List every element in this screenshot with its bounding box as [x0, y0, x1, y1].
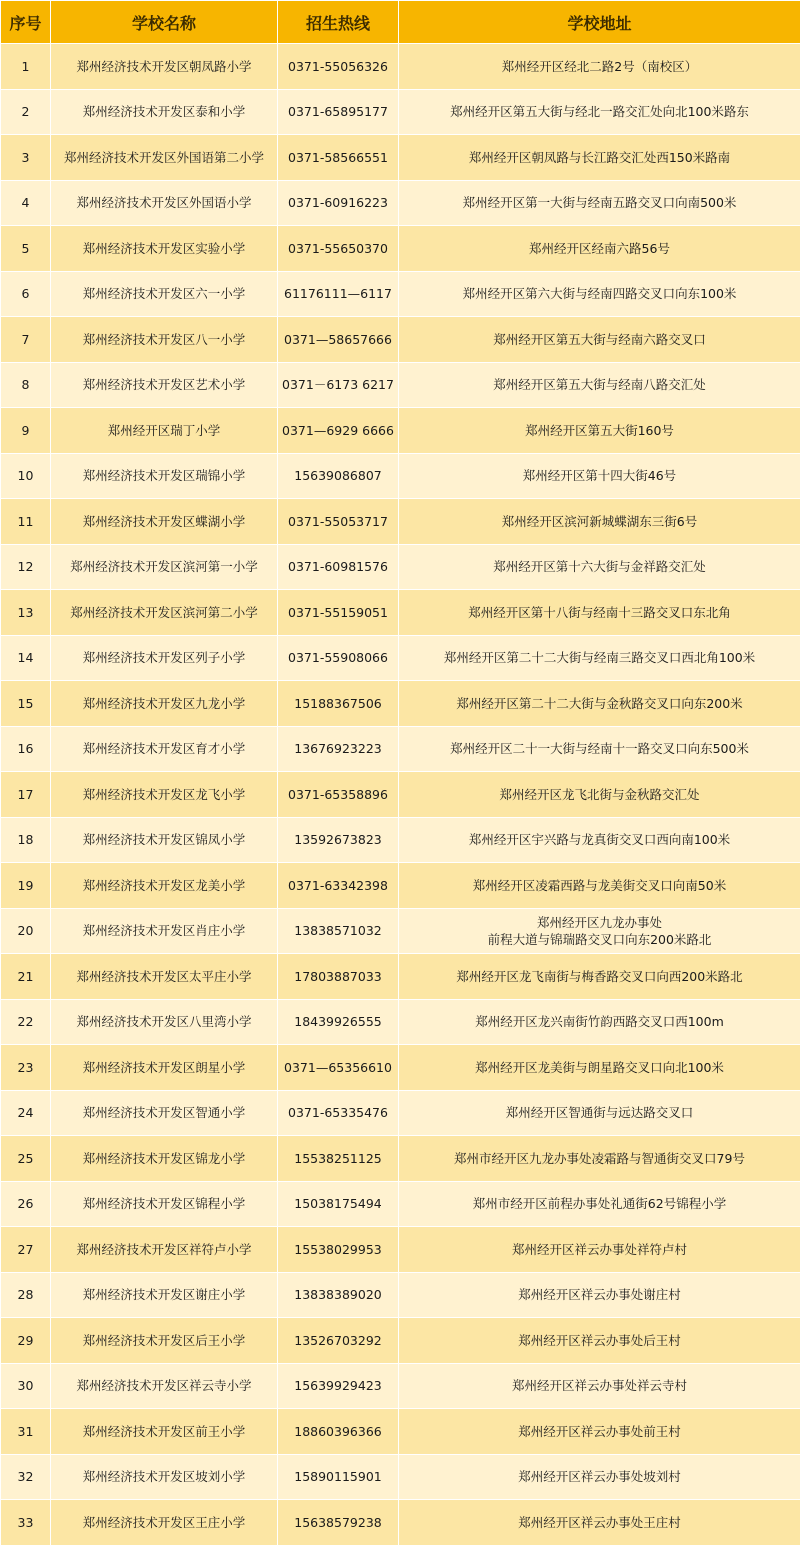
table-body [1, 44, 800, 1546]
cell-school-name: 郑州经济技术开发区智通小学 [51, 1090, 278, 1136]
cell-school-name: 郑州经济技术开发区艺术小学 [51, 362, 278, 408]
address-line: 郑州经开区祥云办事处王庄村 [518, 1514, 681, 1530]
table-row [1, 635, 800, 681]
cell-phone: 0371—6929 6666 [278, 408, 399, 454]
cell-no: 10 [1, 453, 51, 499]
table-row [1, 999, 800, 1045]
cell-no: 21 [1, 954, 51, 1000]
table-row [1, 226, 800, 272]
cell-no: 26 [1, 1181, 51, 1227]
cell-school-name: 郑州经济技术开发区外国语第二小学 [51, 135, 278, 181]
cell-no: 1 [1, 44, 51, 90]
cell-school-name: 郑州经济技术开发区蝶湖小学 [51, 499, 278, 545]
address-line: 郑州经开区祥云办事处谢庄村 [518, 1287, 681, 1303]
table-row [1, 817, 800, 863]
cell-no: 2 [1, 89, 51, 135]
header-no: 序号 [1, 1, 51, 44]
cell-address [399, 180, 800, 226]
cell-school-name: 郑州经济技术开发区锦龙小学 [51, 1136, 278, 1182]
cell-school-name: 郑州经济技术开发区龙飞小学 [51, 772, 278, 818]
cell-address [399, 499, 800, 545]
address-line: 郑州经开区第五大街与经北一路交汇处向北100米路东 [450, 104, 749, 120]
address-line: 郑州经开区第二十二大街与金秋路交叉口向东200米 [456, 695, 743, 711]
cell-phone: 15639086807 [278, 453, 399, 499]
cell-phone: 0371-55908066 [278, 635, 399, 681]
cell-address [399, 863, 800, 909]
cell-address [399, 1227, 800, 1273]
address-line: 郑州经开区滨河新城蝶湖东三街6号 [501, 513, 698, 529]
table-row [1, 499, 800, 545]
cell-school-name: 郑州经济技术开发区肖庄小学 [51, 908, 278, 954]
cell-address [399, 362, 800, 408]
table-row [1, 1090, 800, 1136]
address-line: 郑州经开区朝凤路与长江路交汇处西150米路南 [468, 149, 731, 165]
cell-address [399, 1090, 800, 1136]
cell-address [399, 1272, 800, 1318]
cell-phone: 0371-55056326 [278, 44, 399, 90]
address-line: 前程大道与锦瑞路交叉口向东200米路北 [487, 931, 712, 947]
cell-address [399, 1454, 800, 1500]
cell-phone: 0371-65358896 [278, 772, 399, 818]
cell-school-name: 郑州经济技术开发区王庄小学 [51, 1500, 278, 1546]
cell-phone: 0371-63342398 [278, 863, 399, 909]
cell-no: 16 [1, 726, 51, 772]
table-row [1, 863, 800, 909]
cell-no: 22 [1, 999, 51, 1045]
cell-phone: 0371-58566551 [278, 135, 399, 181]
cell-school-name: 郑州经济技术开发区谢庄小学 [51, 1272, 278, 1318]
cell-phone: 15890115901 [278, 1454, 399, 1500]
table-row [1, 1045, 800, 1091]
cell-school-name: 郑州经济技术开发区龙美小学 [51, 863, 278, 909]
table-row [1, 1409, 800, 1455]
cell-school-name: 郑州经济技术开发区滨河第二小学 [51, 590, 278, 636]
cell-phone: 17803887033 [278, 954, 399, 1000]
cell-no: 29 [1, 1318, 51, 1364]
address-line: 郑州经开区龙美街与朗星路交叉口向北100米 [475, 1059, 724, 1075]
cell-school-name: 郑州经济技术开发区太平庄小学 [51, 954, 278, 1000]
cell-no: 28 [1, 1272, 51, 1318]
table-row [1, 544, 800, 590]
table-row [1, 1363, 800, 1409]
cell-no: 7 [1, 317, 51, 363]
cell-address [399, 908, 800, 954]
cell-address [399, 1045, 800, 1091]
cell-address [399, 1363, 800, 1409]
table-row [1, 1272, 800, 1318]
table-row [1, 180, 800, 226]
cell-school-name: 郑州经济技术开发区实验小学 [51, 226, 278, 272]
cell-no: 5 [1, 226, 51, 272]
address-line: 郑州经开区二十一大街与经南十一路交叉口向东500米 [450, 741, 749, 757]
table-row [1, 954, 800, 1000]
address-line: 郑州经开区凌霜西路与龙美街交叉口向南50米 [472, 877, 727, 893]
cell-address [399, 544, 800, 590]
cell-no: 30 [1, 1363, 51, 1409]
cell-school-name: 郑州经济技术开发区八里湾小学 [51, 999, 278, 1045]
cell-no: 18 [1, 817, 51, 863]
table-row [1, 89, 800, 135]
address-line: 郑州经开区龙兴南街竹韵西路交叉口西100m [475, 1014, 724, 1030]
cell-no: 31 [1, 1409, 51, 1455]
cell-address [399, 1500, 800, 1546]
table-row [1, 317, 800, 363]
table-row [1, 726, 800, 772]
cell-phone: 13676923223 [278, 726, 399, 772]
table-row [1, 1227, 800, 1273]
table-row [1, 453, 800, 499]
address-line: 郑州经开区第一大街与经南五路交叉口向南500米 [462, 195, 737, 211]
cell-school-name: 郑州经济技术开发区朝凤路小学 [51, 44, 278, 90]
cell-phone: 0371-55053717 [278, 499, 399, 545]
cell-phone: 0371-55159051 [278, 590, 399, 636]
cell-no: 12 [1, 544, 51, 590]
cell-school-name: 郑州经开区瑞丁小学 [51, 408, 278, 454]
cell-no: 24 [1, 1090, 51, 1136]
cell-phone: 0371—58657666 [278, 317, 399, 363]
cell-address [399, 408, 800, 454]
address-line: 郑州经开区第十六大街与金祥路交汇处 [493, 559, 706, 575]
cell-no: 13 [1, 590, 51, 636]
cell-no: 25 [1, 1136, 51, 1182]
address-line: 郑州经开区第二十二大街与经南三路交叉口西北角100米 [443, 650, 756, 666]
cell-phone: 13838389020 [278, 1272, 399, 1318]
cell-phone: 15538029953 [278, 1227, 399, 1273]
table-row [1, 1318, 800, 1364]
cell-phone: 15638579238 [278, 1500, 399, 1546]
cell-address [399, 226, 800, 272]
cell-phone: 0371-65895177 [278, 89, 399, 135]
address-line: 郑州经开区龙飞南街与梅香路交叉口向西200米路北 [456, 968, 743, 984]
cell-no: 6 [1, 271, 51, 317]
cell-school-name: 郑州经济技术开发区坡刘小学 [51, 1454, 278, 1500]
address-line: 郑州经开区龙飞北街与金秋路交汇处 [499, 786, 700, 802]
table-row [1, 1500, 800, 1546]
cell-no: 11 [1, 499, 51, 545]
address-line: 郑州经开区第五大街与经南八路交汇处 [493, 377, 706, 393]
cell-address [399, 135, 800, 181]
cell-school-name: 郑州经济技术开发区祥符卢小学 [51, 1227, 278, 1273]
cell-address [399, 772, 800, 818]
table-row [1, 908, 800, 954]
cell-address [399, 1409, 800, 1455]
cell-phone: 15639929423 [278, 1363, 399, 1409]
cell-no: 23 [1, 1045, 51, 1091]
table-row [1, 590, 800, 636]
cell-phone: 0371-65335476 [278, 1090, 399, 1136]
cell-school-name: 郑州经济技术开发区锦凤小学 [51, 817, 278, 863]
address-line: 郑州经开区宇兴路与龙真街交叉口西向南100米 [468, 832, 731, 848]
table-row [1, 1181, 800, 1227]
cell-no: 3 [1, 135, 51, 181]
table-row [1, 772, 800, 818]
cell-phone: 18860396366 [278, 1409, 399, 1455]
address-line: 郑州经开区九龙办事处 [536, 914, 662, 930]
table-row [1, 1136, 800, 1182]
cell-address [399, 681, 800, 727]
cell-phone: 0371－6173 6217 [278, 362, 399, 408]
cell-address [399, 89, 800, 135]
cell-school-name: 郑州经济技术开发区育才小学 [51, 726, 278, 772]
cell-no: 15 [1, 681, 51, 727]
header-row [1, 1, 800, 44]
cell-no: 9 [1, 408, 51, 454]
cell-school-name: 郑州经济技术开发区外国语小学 [51, 180, 278, 226]
cell-school-name: 郑州经济技术开发区朗星小学 [51, 1045, 278, 1091]
cell-no: 32 [1, 1454, 51, 1500]
cell-school-name: 郑州经济技术开发区后王小学 [51, 1318, 278, 1364]
header-address: 学校地址 [399, 1, 800, 44]
cell-phone: 0371-60981576 [278, 544, 399, 590]
header-name: 学校名称 [51, 1, 278, 44]
table-row [1, 408, 800, 454]
address-line: 郑州市经开区九龙办事处凌霜路与智通街交叉口79号 [454, 1150, 745, 1166]
address-line: 郑州经开区祥云办事处祥符卢村 [511, 1241, 687, 1257]
cell-school-name: 郑州经济技术开发区列子小学 [51, 635, 278, 681]
table-row [1, 44, 800, 90]
cell-phone: 15538251125 [278, 1136, 399, 1182]
address-line: 郑州经开区第十四大街46号 [522, 468, 677, 484]
header-phone: 招生热线 [278, 1, 399, 44]
cell-no: 14 [1, 635, 51, 681]
address-line: 郑州经开区祥云办事处前王村 [518, 1423, 681, 1439]
table-row [1, 681, 800, 727]
table-row [1, 135, 800, 181]
address-line: 郑州经开区智通街与远达路交叉口 [505, 1105, 694, 1121]
cell-school-name: 郑州经济技术开发区六一小学 [51, 271, 278, 317]
cell-no: 27 [1, 1227, 51, 1273]
cell-no: 8 [1, 362, 51, 408]
cell-address [399, 590, 800, 636]
cell-phone: 15038175494 [278, 1181, 399, 1227]
cell-phone: 0371-55650370 [278, 226, 399, 272]
address-line: 郑州经开区第十八街与经南十三路交叉口东北角 [468, 604, 731, 620]
cell-address [399, 271, 800, 317]
cell-phone: 0371-60916223 [278, 180, 399, 226]
cell-address [399, 44, 800, 90]
cell-school-name: 郑州经济技术开发区瑞锦小学 [51, 453, 278, 499]
cell-address [399, 999, 800, 1045]
cell-address [399, 817, 800, 863]
address-line: 郑州经开区经南六路56号 [529, 240, 670, 256]
address-line: 郑州经开区第五大街160号 [525, 422, 674, 438]
address-line: 郑州经开区第六大街与经南四路交叉口向东100米 [462, 286, 737, 302]
cell-phone: 61176111—6117 [278, 271, 399, 317]
cell-address [399, 726, 800, 772]
cell-school-name: 郑州经济技术开发区锦程小学 [51, 1181, 278, 1227]
cell-phone: 15188367506 [278, 681, 399, 727]
cell-address [399, 453, 800, 499]
cell-no: 20 [1, 908, 51, 954]
cell-no: 33 [1, 1500, 51, 1546]
cell-school-name: 郑州经济技术开发区前王小学 [51, 1409, 278, 1455]
cell-address [399, 954, 800, 1000]
cell-school-name: 郑州经济技术开发区九龙小学 [51, 681, 278, 727]
address-line: 郑州经开区祥云办事处祥云寺村 [511, 1378, 687, 1394]
cell-phone: 18439926555 [278, 999, 399, 1045]
cell-school-name: 郑州经济技术开发区八一小学 [51, 317, 278, 363]
address-line: 郑州经开区经北二路2号（南校区） [501, 58, 698, 74]
table-row [1, 362, 800, 408]
address-line: 郑州经开区第五大街与经南六路交叉口 [493, 331, 706, 347]
address-line: 郑州经开区祥云办事处后王村 [518, 1332, 681, 1348]
cell-address [399, 635, 800, 681]
cell-no: 19 [1, 863, 51, 909]
cell-phone: 13592673823 [278, 817, 399, 863]
cell-phone: 0371—65356610 [278, 1045, 399, 1091]
cell-school-name: 郑州经济技术开发区泰和小学 [51, 89, 278, 135]
table-row [1, 271, 800, 317]
table-row [1, 1454, 800, 1500]
cell-phone: 13526703292 [278, 1318, 399, 1364]
address-line: 郑州市经开区前程办事处礼通街62号锦程小学 [472, 1196, 727, 1212]
cell-school-name: 郑州经济技术开发区滨河第一小学 [51, 544, 278, 590]
cell-address [399, 1181, 800, 1227]
cell-address [399, 1136, 800, 1182]
cell-school-name: 郑州经济技术开发区祥云寺小学 [51, 1363, 278, 1409]
cell-no: 4 [1, 180, 51, 226]
cell-address [399, 317, 800, 363]
address-line: 郑州经开区祥云办事处坡刘村 [518, 1469, 681, 1485]
cell-no: 17 [1, 772, 51, 818]
cell-address [399, 1318, 800, 1364]
cell-phone: 13838571032 [278, 908, 399, 954]
